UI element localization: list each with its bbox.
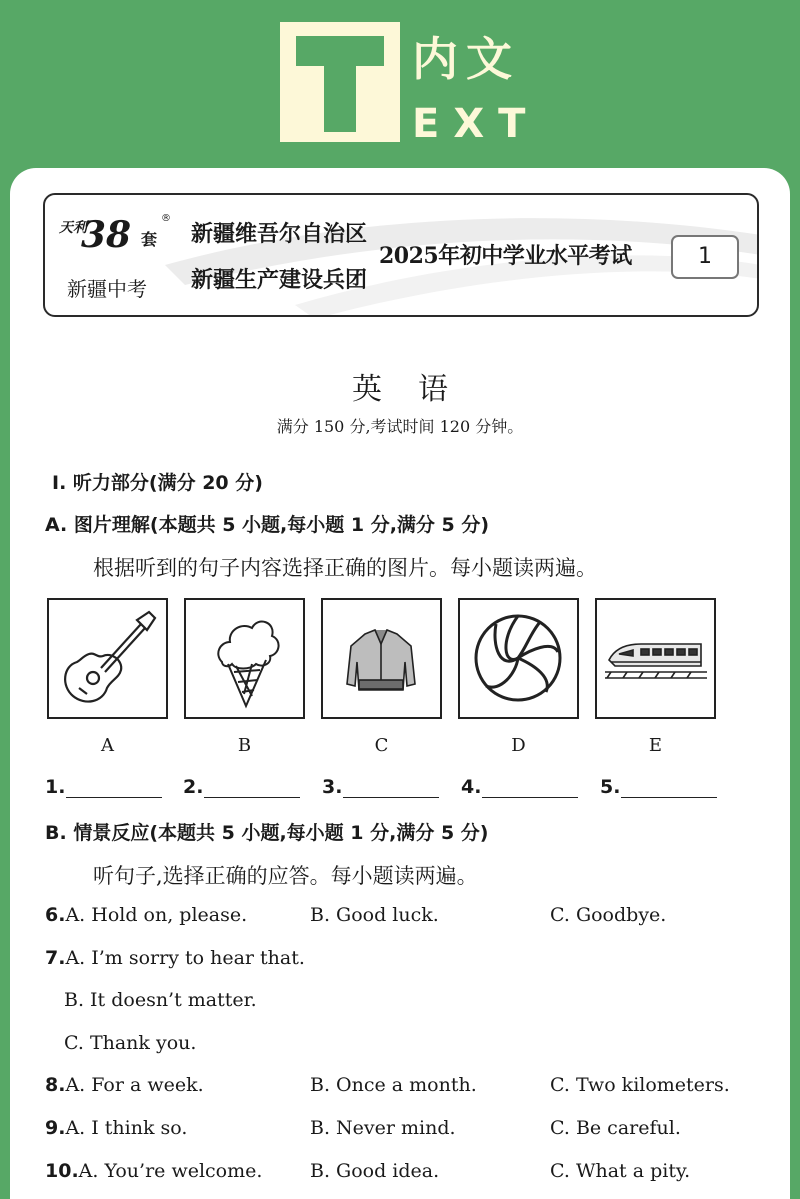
question-9-option-c: C. Be careful. [550, 1117, 681, 1139]
blank-number: 2. [183, 776, 204, 798]
header-region-2: 新疆生产建设兵团 [191, 267, 368, 293]
question-10-option-c: C. What a pity. [550, 1160, 691, 1182]
answer-blank-5[interactable] [600, 776, 717, 798]
question-7-option-a [45, 947, 305, 969]
question-number: 9. [45, 1117, 66, 1139]
picture-b [184, 598, 305, 719]
question-6-option-c: C. Goodbye. [550, 904, 667, 926]
question-10-option-b: B. Good idea. [310, 1160, 440, 1182]
question-number: 10. [45, 1160, 79, 1182]
logo-brand-text: 天利 [59, 220, 87, 236]
question-number: 6. [45, 904, 66, 926]
answer-blank-1[interactable] [45, 776, 162, 798]
volleyball-icon [460, 600, 577, 717]
registered-mark: ® [161, 213, 171, 224]
train-icon [597, 600, 714, 717]
question-6-option-a [45, 904, 247, 926]
picture-label-c: C [374, 735, 389, 756]
picture-c [321, 598, 442, 719]
subject-title: 英语 [352, 372, 484, 407]
ice-cream-icon [186, 600, 303, 717]
question-8-option-b: B. Once a month. [310, 1074, 477, 1096]
blank-line[interactable] [66, 778, 162, 798]
question-8-option-c: C. Two kilometers. [550, 1074, 730, 1096]
section-a-heading: A. 图片理解(本题共 5 小题,每小题 1 分,满分 5 分) [45, 514, 490, 536]
question-number: 8. [45, 1074, 66, 1096]
blank-number: 1. [45, 776, 66, 798]
question-8-option-a [45, 1074, 204, 1096]
banner-title-en: EXT [412, 101, 540, 147]
question-10-option-a [45, 1160, 262, 1182]
logo-number: 38 [81, 214, 132, 256]
answer-blank-4[interactable] [461, 776, 578, 798]
picture-label-d: D [511, 735, 526, 756]
question-6-option-b: B. Good luck. [310, 904, 439, 926]
question-9-option-a [45, 1117, 187, 1139]
picture-label-b: B [237, 735, 252, 756]
blank-line[interactable] [482, 778, 578, 798]
picture-label-e: E [648, 735, 663, 756]
blank-number: 4. [461, 776, 482, 798]
paper-number-badge: 1 [671, 235, 739, 279]
question-number: 7. [45, 947, 66, 969]
brand-logo [59, 213, 169, 269]
blank-line[interactable] [343, 778, 439, 798]
blank-line[interactable] [204, 778, 300, 798]
blank-number: 3. [322, 776, 343, 798]
logo-suffix: 套 [141, 230, 158, 249]
section-1-heading: Ⅰ. 听力部分(满分 20 分) [52, 472, 263, 494]
section-b-instruction: 听句子,选择正确的应答。每小题读两遍。 [93, 864, 478, 888]
picture-e [595, 598, 716, 719]
score-note: 满分 150 分,考试时间 120 分钟。 [276, 417, 524, 436]
top-banner [0, 0, 800, 170]
option-a: A. I think so. [65, 1117, 188, 1139]
option-a: A. I’m sorry to hear that. [65, 947, 305, 969]
question-9-option-b: B. Never mind. [310, 1117, 456, 1139]
exam-paper [10, 168, 790, 1199]
guitar-icon [49, 600, 166, 717]
exam-header [43, 193, 759, 317]
t-letter-stem [324, 66, 356, 132]
option-a: A. You’re welcome. [78, 1160, 263, 1182]
section-b-heading: B. 情景反应(本题共 5 小题,每小题 1 分,满分 5 分) [45, 822, 489, 844]
answer-blank-3[interactable] [322, 776, 439, 798]
banner-title-cn: 内文 [412, 32, 520, 86]
blank-line[interactable] [621, 778, 717, 798]
header-exam-title: 2025年初中学业水平考试 [379, 243, 632, 269]
blank-number: 5. [600, 776, 621, 798]
t-letter-bar [296, 36, 384, 66]
picture-a [47, 598, 168, 719]
header-region-1: 新疆维吾尔自治区 [191, 221, 368, 247]
header-subtitle: 新疆中考 [67, 277, 147, 301]
option-a: A. For a week. [65, 1074, 204, 1096]
t-logo-block [280, 22, 400, 142]
question-7-option-b: B. It doesn’t matter. [64, 989, 257, 1011]
section-a-instruction: 根据听到的句子内容选择正确的图片。每小题读两遍。 [93, 556, 597, 580]
answer-blank-2[interactable] [183, 776, 300, 798]
picture-label-a: A [101, 735, 114, 756]
option-a: A. Hold on, please. [65, 904, 248, 926]
question-7-option-c: C. Thank you. [64, 1032, 197, 1054]
picture-d [458, 598, 579, 719]
jacket-icon [323, 600, 440, 717]
